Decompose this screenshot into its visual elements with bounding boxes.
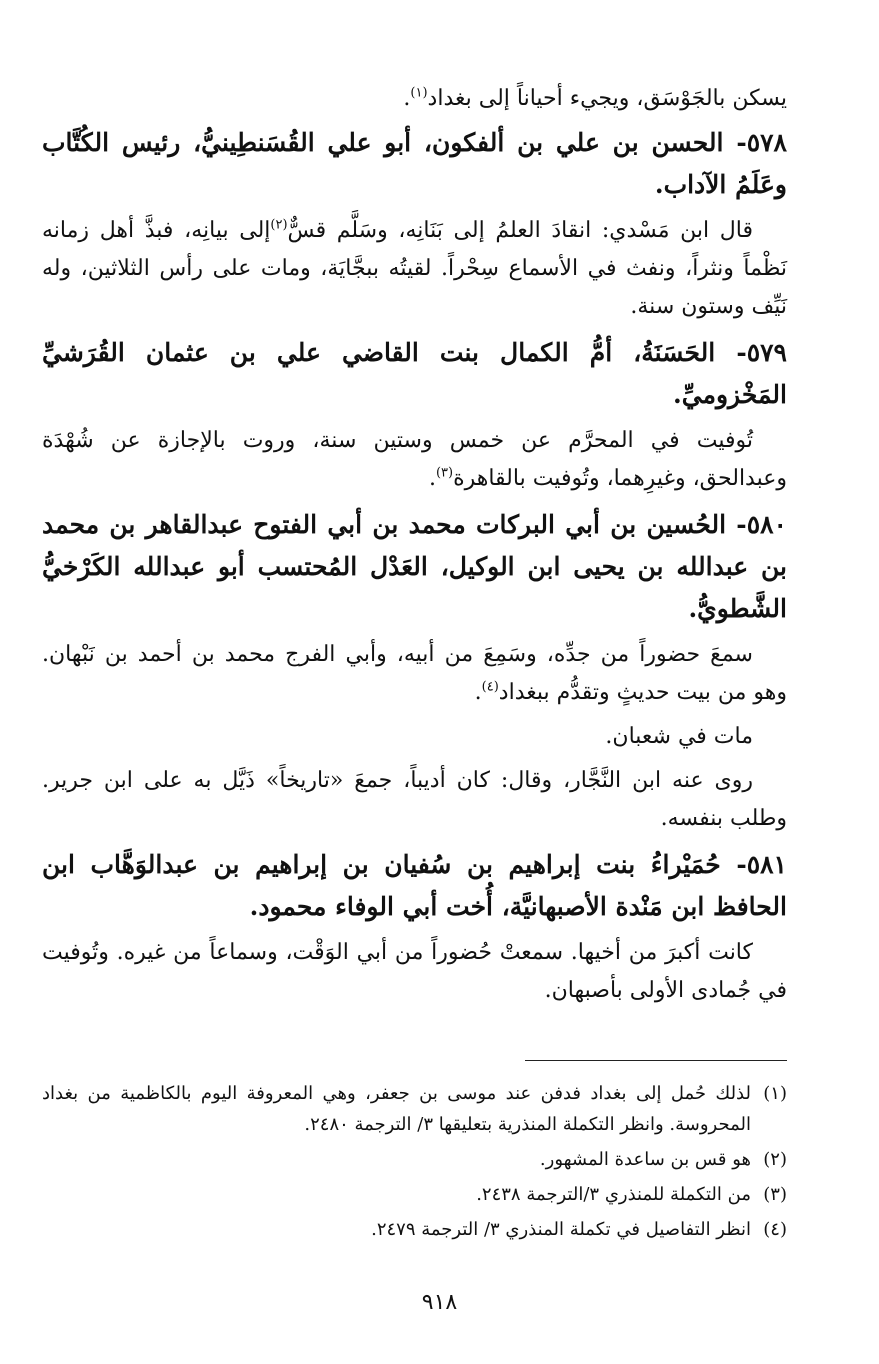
- paragraph-text: يسكن بالجَوْسَق، ويجيء أحياناً إلى بغداد: [427, 86, 787, 111]
- paragraph: مات في شعبان.: [605, 724, 753, 749]
- footnote-ref[interactable]: (٤): [481, 679, 499, 695]
- footnote-number: (٢): [763, 1149, 787, 1170]
- footnote-number: (٤): [763, 1219, 787, 1240]
- entry-title: حُمَيْراءُ بنت إبراهيم بن سُفيان بن إبراهيم بن عبدالوَهَّاب ابن الحافظ ابن مَنْدة الأصبهانيَّة، أُخت أبي الوفاء محمود.: [42, 850, 787, 921]
- entry-heading-581: [42, 844, 787, 928]
- page-number: ٩١٨: [421, 1290, 458, 1315]
- footnote-divider: [525, 1060, 787, 1061]
- footnote-number: (٣): [763, 1184, 787, 1205]
- paragraph-text: .: [474, 680, 482, 705]
- entry-number: ٥٨١-: [736, 850, 787, 879]
- entry-title: الحُسين بن أبي البركات محمد بن أبي الفتوح عبدالقاهر بن محمد بن عبدالله بن يحيى ابن الوكيل، العَدْل المُحتسب أبو عبدالله الكَرْخيُّ الشَّطويُّ.: [42, 510, 787, 623]
- paragraph-text: سمعَ حضوراً من جدِّه، وسَمِعَ من أبيه، وأبي الفرج محمد بن أحمد بن نَبْهان. وهو من بيت حديثٍ وتقدُّم ببغداد: [42, 642, 787, 705]
- paragraph: روى عنه ابن النَّجَّار، وقال: كان أديباً، جمعَ «تاريخاً» ذَيَّل به على ابن جرير. وطلب بنفسه.: [42, 768, 787, 831]
- paragraph: [42, 80, 787, 118]
- paragraph-text: .: [428, 466, 436, 491]
- entry-number: ٥٧٩-: [736, 338, 787, 367]
- paragraph: [42, 636, 787, 712]
- footnote-item: [42, 1214, 787, 1245]
- footnotes: [42, 1078, 787, 1249]
- paragraph-text: تُوفيت في المحرَّم عن خمس وستين سنة، وروت بالإجازة عن شُهْدَة وعبدالحق، وغيرِهما، وتُوفيت بالقاهرة: [42, 428, 787, 491]
- footnote-item: [42, 1144, 787, 1175]
- entry-title: الحسن بن علي بن ألفكون، أبو علي القُسَنطِينيُّ، رئيس الكُتَّاب وعَلَمُ الآداب.: [42, 128, 787, 199]
- page-body: [42, 80, 787, 1016]
- paragraph-text: .: [403, 86, 411, 111]
- footnote-text: انظر التفاصيل في تكملة المنذري ٣/ الترجمة ٢٤٧٩.: [371, 1219, 751, 1240]
- footnote-item: [42, 1078, 787, 1140]
- paragraph: [42, 212, 787, 326]
- footnote-text: هو قس بن ساعدة المشهور.: [539, 1149, 751, 1170]
- entry-number: ٥٧٨-: [736, 128, 787, 157]
- footnote-ref[interactable]: (٢): [270, 217, 288, 233]
- entry-heading-578: [42, 122, 787, 206]
- footnote-text: لذلك حُمل إلى بغداد فدفن عند موسى بن جعفر، وهي المعروفة اليوم بالكاظمية من بغداد المحروسة. وانظر التكملة المنذرية بتعليقها ٣/ الترجمة ٢٤٨٠.: [42, 1083, 751, 1135]
- footnote-text: من التكملة للمنذري ٣/الترجمة ٢٤٣٨.: [476, 1184, 751, 1205]
- paragraph: كانت أكبرَ من أخيها. سمعتْ حُضوراً من أبي الوَقْت، وسماعاً من غيره. وتُوفيت في جُمادى الأولى بأصبهان.: [42, 940, 787, 1003]
- entry-heading-580: [42, 504, 787, 630]
- entry-heading-579: [42, 332, 787, 416]
- entry-number: ٥٨٠-: [736, 510, 787, 539]
- footnote-ref[interactable]: (١): [410, 85, 428, 101]
- paragraph-text: قال ابن مَسْدي: انقادَ العلمُ إلى بَنَانِه، وسَلَّم قسٌّ: [287, 218, 753, 243]
- footnote-ref[interactable]: (٣): [435, 465, 454, 481]
- entry-title: الحَسَنَةُ، أمُّ الكمال بنت القاضي علي بن عثمان القُرَشيِّ المَخْزوميِّ.: [42, 338, 787, 409]
- paragraph: [42, 422, 787, 498]
- footnote-item: [42, 1179, 787, 1210]
- footnote-number: (١): [763, 1083, 787, 1104]
- paragraph-text: إلى بيانِه، فبذَّ أهل زمانه نَظْماً ونثراً، ونفث في الأسماع سِحْراً. لقيتُه ببجَّايَة، ومات على رأس الثلاثين، وله نَيِّف وستون سنة.: [42, 218, 787, 319]
